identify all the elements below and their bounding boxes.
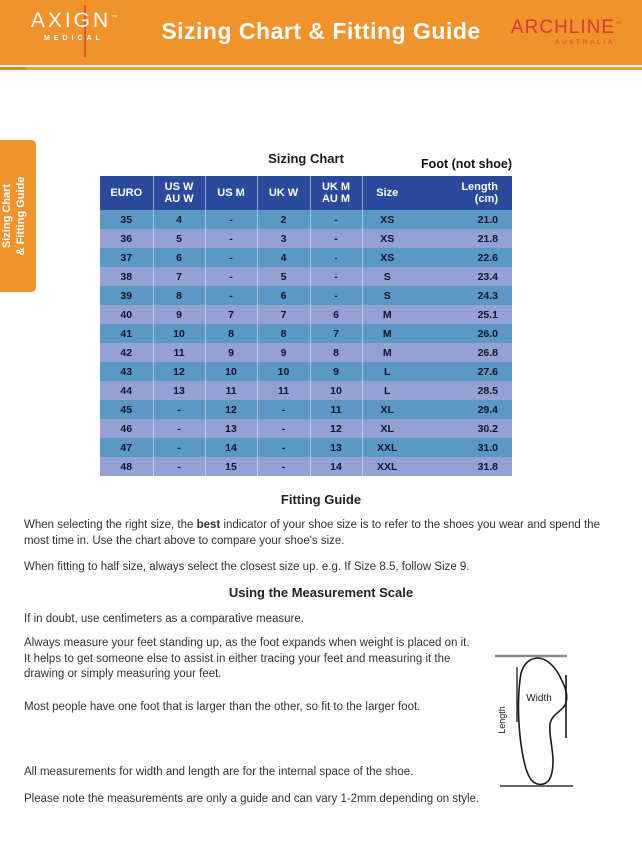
table-cell: 25.1	[412, 305, 512, 324]
table-cell: 10	[153, 324, 205, 343]
col-header-euro: EURO	[100, 176, 153, 210]
header-divider-line	[0, 67, 642, 70]
table-cell: -	[257, 438, 310, 457]
table-cell: -	[205, 229, 257, 248]
header-banner	[0, 0, 642, 65]
table-cell: 10	[310, 381, 362, 400]
table-cell: 14	[310, 457, 362, 476]
measurement-paragraph-2: Always measure your feet standing up, as the foot expands when weight is placed on it. It helps to get someone else to assist in either tracing your feet and measuring it the drawing or simply measuring your feet.	[24, 637, 470, 680]
archline-logo-text: ARCHLINE	[510, 17, 615, 38]
table-row	[100, 324, 512, 343]
table-cell: -	[153, 457, 205, 476]
table-cell: -	[257, 457, 310, 476]
table-cell: 21.8	[412, 229, 512, 248]
sizing-table	[100, 176, 513, 476]
table-row	[100, 362, 512, 381]
archline-logo-name	[502, 17, 622, 39]
col-header-length: Length (cm)	[412, 176, 512, 210]
table-cell: 35	[100, 210, 153, 229]
measurement-scale-heading: Using the Measurement Scale	[228, 585, 414, 600]
table-cell: 37	[100, 248, 153, 267]
length-label: Length	[497, 706, 507, 734]
side-tab-label	[0, 140, 36, 292]
col-header-size: Size	[362, 176, 412, 210]
col-header-us-m: US M	[205, 176, 257, 210]
table-cell: 13	[153, 381, 205, 400]
table-cell: 10	[205, 362, 257, 381]
table-cell: -	[310, 286, 362, 305]
table-cell: 8	[257, 324, 310, 343]
table-cell: 12	[205, 400, 257, 419]
table-cell: -	[310, 248, 362, 267]
col-header-us-w: US W AU W	[153, 176, 205, 210]
table-cell: XS	[362, 248, 412, 267]
table-cell: 36	[100, 229, 153, 248]
table-cell: 6	[310, 305, 362, 324]
table-cell: 24.3	[412, 286, 512, 305]
table-cell: 26.8	[412, 343, 512, 362]
archline-trademark: ™	[615, 21, 622, 28]
foot-measurement-diagram	[492, 646, 592, 796]
sizing-chart-title: Sizing Chart	[268, 151, 344, 166]
axign-logo-text: AXIGN	[30, 9, 112, 32]
table-cell: 43	[100, 362, 153, 381]
side-tab-line2: & Fitting Guide	[15, 176, 27, 256]
measurement-paragraph-5: Please note the measurements are only a guide and can vary 1-2mm depending on style.	[24, 793, 480, 805]
archline-logo-subtitle: AUSTRALIA	[554, 39, 615, 46]
table-row	[100, 210, 512, 229]
table-cell: 8	[310, 343, 362, 362]
table-cell: -	[205, 286, 257, 305]
width-label: Width	[526, 693, 552, 704]
table-cell: 15	[205, 457, 257, 476]
fitting-guide-paragraph-2: When fitting to half size, always select the closest size up. e.g. If Size 8.5, follow Size 9.	[24, 561, 470, 573]
archline-logo	[502, 17, 622, 46]
table-cell: 42	[100, 343, 153, 362]
table-cell: 5	[257, 267, 310, 286]
table-row	[100, 267, 512, 286]
table-cell: 9	[205, 343, 257, 362]
table-cell: L	[362, 362, 412, 381]
side-tab	[0, 140, 36, 292]
table-cell: 38	[100, 267, 153, 286]
table-cell: XL	[362, 419, 412, 438]
table-row	[100, 381, 512, 400]
table-cell: 27.6	[412, 362, 512, 381]
axign-logo-name	[28, 9, 120, 33]
table-cell: 8	[205, 324, 257, 343]
table-cell: 31.8	[412, 457, 512, 476]
fitting-guide-heading: Fitting Guide	[280, 492, 362, 507]
table-cell: 46	[100, 419, 153, 438]
table-cell: 11	[257, 381, 310, 400]
table-row	[100, 400, 512, 419]
table-cell: 7	[153, 267, 205, 286]
table-cell: 14	[205, 438, 257, 457]
measurement-paragraph-3: Most people have one foot that is larger than the other, so fit to the larger foot.	[24, 701, 421, 713]
table-cell: -	[310, 267, 362, 286]
axign-trademark: ™	[111, 15, 118, 21]
table-cell: 13	[310, 438, 362, 457]
table-row	[100, 229, 512, 248]
fitting-guide-paragraph-1	[24, 517, 626, 549]
table-row	[100, 248, 512, 267]
axign-logo-subtitle: MEDICAL	[44, 35, 104, 42]
paragraph-bold-text: best	[196, 519, 221, 531]
table-cell: 48	[100, 457, 153, 476]
table-cell: -	[257, 400, 310, 419]
table-cell: 28.5	[412, 381, 512, 400]
table-cell: 41	[100, 324, 153, 343]
table-cell: M	[362, 343, 412, 362]
table-cell: -	[153, 419, 205, 438]
table-cell: 39	[100, 286, 153, 305]
table-cell: 5	[153, 229, 205, 248]
table-cell: 4	[153, 210, 205, 229]
table-cell: 7	[205, 305, 257, 324]
table-cell: 12	[153, 362, 205, 381]
table-cell: -	[153, 400, 205, 419]
axign-logo	[28, 9, 120, 42]
table-cell: XS	[362, 229, 412, 248]
table-cell: 6	[153, 248, 205, 267]
table-row	[100, 438, 512, 457]
table-cell: 10	[257, 362, 310, 381]
table-cell: 8	[153, 286, 205, 305]
table-cell: L	[362, 381, 412, 400]
table-cell: M	[362, 305, 412, 324]
table-cell: 45	[100, 400, 153, 419]
table-header-row	[100, 176, 512, 210]
col-header-uk-m: UK M AU M	[310, 176, 362, 210]
table-cell: XL	[362, 400, 412, 419]
table-cell: 6	[257, 286, 310, 305]
table-cell: 23.4	[412, 267, 512, 286]
paragraph-text: indicator of your shoe size is to refer to the shoes you wear and spend the most time in. Use the chart above to compare your shoe's size.	[24, 519, 600, 547]
table-row	[100, 343, 512, 362]
foot-outline	[519, 658, 567, 784]
table-cell: -	[153, 438, 205, 457]
table-cell: 7	[257, 305, 310, 324]
paragraph-text: When selecting the right size, the	[24, 519, 197, 531]
table-cell: -	[310, 210, 362, 229]
table-cell: S	[362, 286, 412, 305]
table-cell: -	[205, 248, 257, 267]
table-cell: -	[310, 229, 362, 248]
table-cell: 4	[257, 248, 310, 267]
table-cell: 9	[257, 343, 310, 362]
table-cell: 47	[100, 438, 153, 457]
table-cell: 44	[100, 381, 153, 400]
table-cell: 22.6	[412, 248, 512, 267]
table-cell: XS	[362, 210, 412, 229]
table-cell: 9	[310, 362, 362, 381]
table-cell: 13	[205, 419, 257, 438]
col-header-uk-w: UK W	[257, 176, 310, 210]
table-row	[100, 457, 512, 476]
table-cell: 21.0	[412, 210, 512, 229]
table-cell: 12	[310, 419, 362, 438]
table-cell: S	[362, 267, 412, 286]
table-cell: 11	[153, 343, 205, 362]
table-cell: 40	[100, 305, 153, 324]
table-cell: 26.0	[412, 324, 512, 343]
table-cell: -	[257, 419, 310, 438]
table-row	[100, 305, 512, 324]
table-cell: XXL	[362, 457, 412, 476]
table-cell: 30.2	[412, 419, 512, 438]
table-row	[100, 419, 512, 438]
table-cell: M	[362, 324, 412, 343]
table-cell: 11	[310, 400, 362, 419]
measurement-paragraph-1: If in doubt, use centimeters as a comparative measure.	[24, 613, 304, 625]
foot-not-shoe-note: Foot (not shoe)	[421, 157, 512, 171]
table-cell: 9	[153, 305, 205, 324]
table-cell: 3	[257, 229, 310, 248]
table-cell: -	[205, 210, 257, 229]
table-cell: 2	[257, 210, 310, 229]
table-cell: 31.0	[412, 438, 512, 457]
table-row	[100, 286, 512, 305]
page-title: Sizing Chart & Fitting Guide	[161, 18, 481, 44]
table-cell: 29.4	[412, 400, 512, 419]
side-tab-line1: Sizing Chart	[1, 183, 13, 249]
table-cell: -	[205, 267, 257, 286]
table-cell: XXL	[362, 438, 412, 457]
sizing-table-body	[100, 210, 512, 476]
table-cell: 7	[310, 324, 362, 343]
table-cell: 11	[205, 381, 257, 400]
measurement-paragraph-4: All measurements for width and length are for the internal space of the shoe.	[24, 766, 414, 778]
